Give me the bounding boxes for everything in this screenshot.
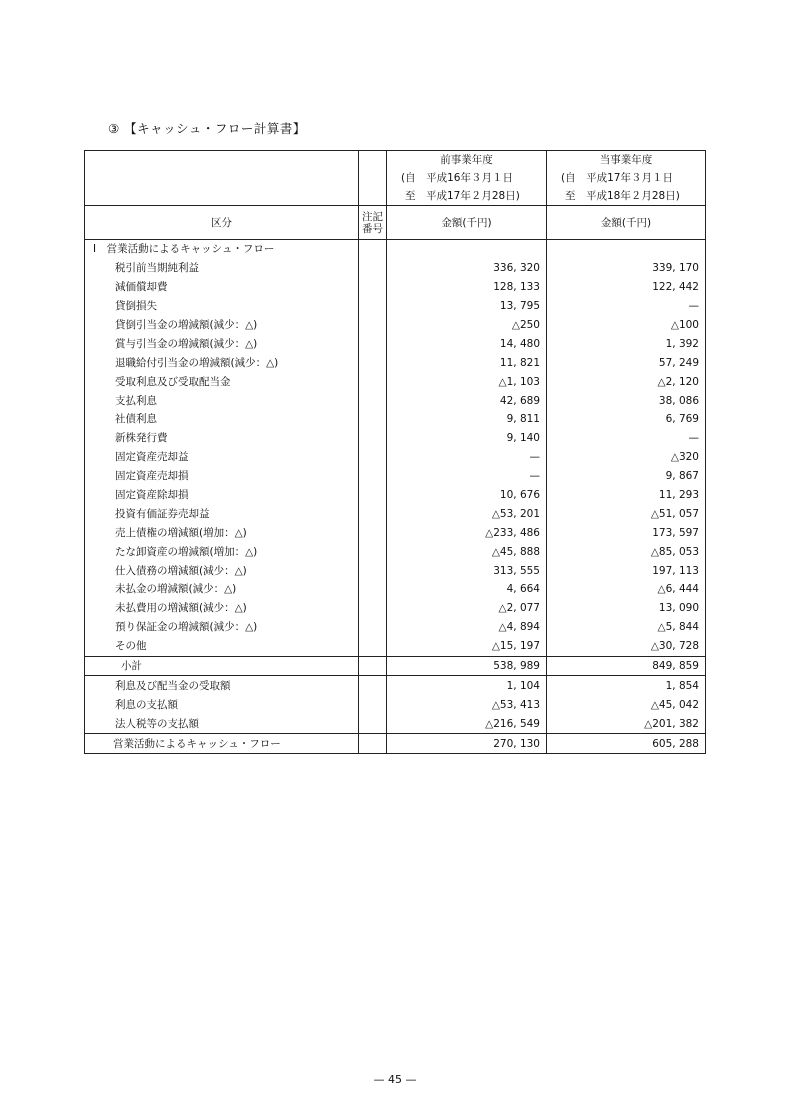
- note-cell: [359, 599, 387, 618]
- table-row: [85, 580, 706, 599]
- row-label: その他: [85, 637, 359, 656]
- blank-note-header-cell: [359, 151, 387, 206]
- prev-amount: 13, 795: [387, 297, 547, 316]
- row-label: たな卸資産の増減額(増加：△): [85, 542, 359, 561]
- curr-amount: —: [547, 297, 706, 316]
- note-cell: [359, 676, 387, 695]
- table-row: [85, 695, 706, 714]
- total-row: [85, 734, 706, 754]
- prev-amount: △1, 103: [387, 372, 547, 391]
- prev-amount: 9, 811: [387, 410, 547, 429]
- prev-amount: 313, 555: [387, 561, 547, 580]
- row-label: 預り保証金の増減額(減少：△): [85, 618, 359, 637]
- note-cell: [359, 561, 387, 580]
- prev-amount-header: 金額(千円): [387, 206, 547, 240]
- table-row: [85, 618, 706, 637]
- table-row: [85, 467, 706, 486]
- table-row: [85, 316, 706, 335]
- cash-flow-table: [84, 150, 706, 754]
- table-row: [85, 448, 706, 467]
- note-cell: [359, 504, 387, 523]
- row-label: 未払金の増減額(減少：△): [85, 580, 359, 599]
- row-label: 貸倒引当金の増減額(減少：△): [85, 316, 359, 335]
- prev-amount: 270, 130: [387, 734, 547, 754]
- curr-amount: △320: [547, 448, 706, 467]
- row-label: 法人税等の支払額: [85, 714, 359, 733]
- curr-amount: 849, 859: [547, 656, 706, 676]
- table-row: [85, 486, 706, 505]
- curr-amount: △85, 053: [547, 542, 706, 561]
- row-label: 税引前当期純利益: [85, 259, 359, 278]
- row-label: 減価償却費: [85, 278, 359, 297]
- note-cell: [359, 467, 387, 486]
- prev-amount: 42, 689: [387, 391, 547, 410]
- curr-amount: 6, 769: [547, 410, 706, 429]
- prev-amount: 14, 480: [387, 334, 547, 353]
- row-label: 利息及び配当金の受取額: [85, 676, 359, 695]
- table-row: [85, 334, 706, 353]
- curr-amount: 57, 249: [547, 353, 706, 372]
- prev-amount: 10, 676: [387, 486, 547, 505]
- curr-amount: [547, 240, 706, 259]
- curr-amount: 339, 170: [547, 259, 706, 278]
- prev-amount: —: [387, 448, 547, 467]
- note-column-header: [359, 206, 387, 240]
- column-header-row: [85, 206, 706, 240]
- note-cell: [359, 656, 387, 676]
- table-row: [85, 542, 706, 561]
- category-label: Ⅰ 営業活動によるキャッシュ・フロー: [85, 240, 359, 259]
- table-row: [85, 391, 706, 410]
- prev-amount: △53, 413: [387, 695, 547, 714]
- curr-period-header: [547, 151, 706, 206]
- table-row: [85, 372, 706, 391]
- curr-amount: —: [547, 429, 706, 448]
- curr-period-to: 至 平成18年２月28日): [565, 190, 680, 202]
- row-label: 受取利息及び受取配当金: [85, 372, 359, 391]
- note-cell: [359, 695, 387, 714]
- row-label: 固定資産売却益: [85, 448, 359, 467]
- row-label: 賞与引当金の増減額(減少：△): [85, 334, 359, 353]
- prev-amount: 9, 140: [387, 429, 547, 448]
- note-cell: [359, 618, 387, 637]
- prev-amount: —: [387, 467, 547, 486]
- prev-amount: △233, 486: [387, 523, 547, 542]
- row-label: 未払費用の増減額(減少：△): [85, 599, 359, 618]
- curr-amount-header: 金額(千円): [547, 206, 706, 240]
- curr-amount: △6, 444: [547, 580, 706, 599]
- prev-amount: 336, 320: [387, 259, 547, 278]
- curr-amount: △51, 057: [547, 504, 706, 523]
- table-row: [85, 410, 706, 429]
- note-cell: [359, 240, 387, 259]
- curr-amount: 1, 392: [547, 334, 706, 353]
- row-label: 営業活動によるキャッシュ・フロー: [85, 734, 359, 754]
- curr-amount: △30, 728: [547, 637, 706, 656]
- curr-amount: 197, 113: [547, 561, 706, 580]
- curr-amount: △2, 120: [547, 372, 706, 391]
- note-cell: [359, 714, 387, 733]
- prev-period-from: (自 平成16年３月１日: [401, 172, 513, 184]
- table-row: [85, 676, 706, 695]
- prev-period-header: [387, 151, 547, 206]
- prev-period-to: 至 平成17年２月28日): [405, 190, 520, 202]
- prev-amount: △2, 077: [387, 599, 547, 618]
- category-row: [85, 240, 706, 259]
- row-label: 新株発行費: [85, 429, 359, 448]
- prev-amount: 128, 133: [387, 278, 547, 297]
- row-label: 小計: [85, 656, 359, 676]
- row-label: 退職給付引当金の増減額(減少：△): [85, 353, 359, 372]
- note-header-line2: 番号: [362, 222, 383, 235]
- table-row: [85, 504, 706, 523]
- prev-amount: [387, 240, 547, 259]
- table-row: [85, 599, 706, 618]
- prev-amount: △4, 894: [387, 618, 547, 637]
- table-row: [85, 278, 706, 297]
- table-row: [85, 561, 706, 580]
- prev-amount: △45, 888: [387, 542, 547, 561]
- curr-amount: 1, 854: [547, 676, 706, 695]
- row-label: 固定資産除却損: [85, 486, 359, 505]
- prev-period-name: 前事業年度: [440, 154, 493, 166]
- prev-amount: △53, 201: [387, 504, 547, 523]
- curr-amount: 38, 086: [547, 391, 706, 410]
- prev-amount: △15, 197: [387, 637, 547, 656]
- curr-amount: △5, 844: [547, 618, 706, 637]
- curr-amount: △201, 382: [547, 714, 706, 733]
- row-label: 売上債権の増減額(増加：△): [85, 523, 359, 542]
- note-cell: [359, 353, 387, 372]
- note-cell: [359, 278, 387, 297]
- note-header-line1: 注記: [362, 210, 383, 223]
- curr-amount: △45, 042: [547, 695, 706, 714]
- period-header-row: [85, 151, 706, 206]
- row-label: 利息の支払額: [85, 695, 359, 714]
- note-cell: [359, 734, 387, 754]
- subtotal-row: [85, 656, 706, 676]
- note-cell: [359, 372, 387, 391]
- row-label: 支払利息: [85, 391, 359, 410]
- table-row: [85, 429, 706, 448]
- note-cell: [359, 429, 387, 448]
- note-cell: [359, 542, 387, 561]
- note-cell: [359, 448, 387, 467]
- curr-period-name: 当事業年度: [599, 154, 653, 166]
- prev-amount: 4, 664: [387, 580, 547, 599]
- note-cell: [359, 391, 387, 410]
- curr-amount: 605, 288: [547, 734, 706, 754]
- table-row: [85, 714, 706, 733]
- note-cell: [359, 410, 387, 429]
- prev-amount: △216, 549: [387, 714, 547, 733]
- curr-amount: 173, 597: [547, 523, 706, 542]
- curr-amount: △100: [547, 316, 706, 335]
- curr-period-from: (自 平成17年３月１日: [561, 172, 673, 184]
- note-cell: [359, 297, 387, 316]
- blank-header-cell: [85, 151, 359, 206]
- note-cell: [359, 486, 387, 505]
- table-row: [85, 353, 706, 372]
- page-number: — 45 —: [373, 1073, 417, 1086]
- curr-amount: 13, 090: [547, 599, 706, 618]
- curr-amount: 11, 293: [547, 486, 706, 505]
- prev-amount: 538, 989: [387, 656, 547, 676]
- row-label: 仕入債務の増減額(減少：△): [85, 561, 359, 580]
- table-row: [85, 523, 706, 542]
- prev-amount: 1, 104: [387, 676, 547, 695]
- curr-amount: 9, 867: [547, 467, 706, 486]
- prev-amount: △250: [387, 316, 547, 335]
- prev-amount: 11, 821: [387, 353, 547, 372]
- table-row: [85, 297, 706, 316]
- note-cell: [359, 637, 387, 656]
- note-cell: [359, 259, 387, 278]
- note-cell: [359, 334, 387, 353]
- table-row: [85, 637, 706, 656]
- label-column-header: 区分: [85, 206, 359, 240]
- note-cell: [359, 523, 387, 542]
- note-cell: [359, 316, 387, 335]
- section-title: ③ 【キャッシュ・フロー計算書】: [108, 121, 306, 136]
- note-cell: [359, 580, 387, 599]
- row-label: 社債利息: [85, 410, 359, 429]
- row-label: 投資有価証券売却益: [85, 504, 359, 523]
- curr-amount: 122, 442: [547, 278, 706, 297]
- row-label: 固定資産売却損: [85, 467, 359, 486]
- row-label: 貸倒損失: [85, 297, 359, 316]
- table-row: [85, 259, 706, 278]
